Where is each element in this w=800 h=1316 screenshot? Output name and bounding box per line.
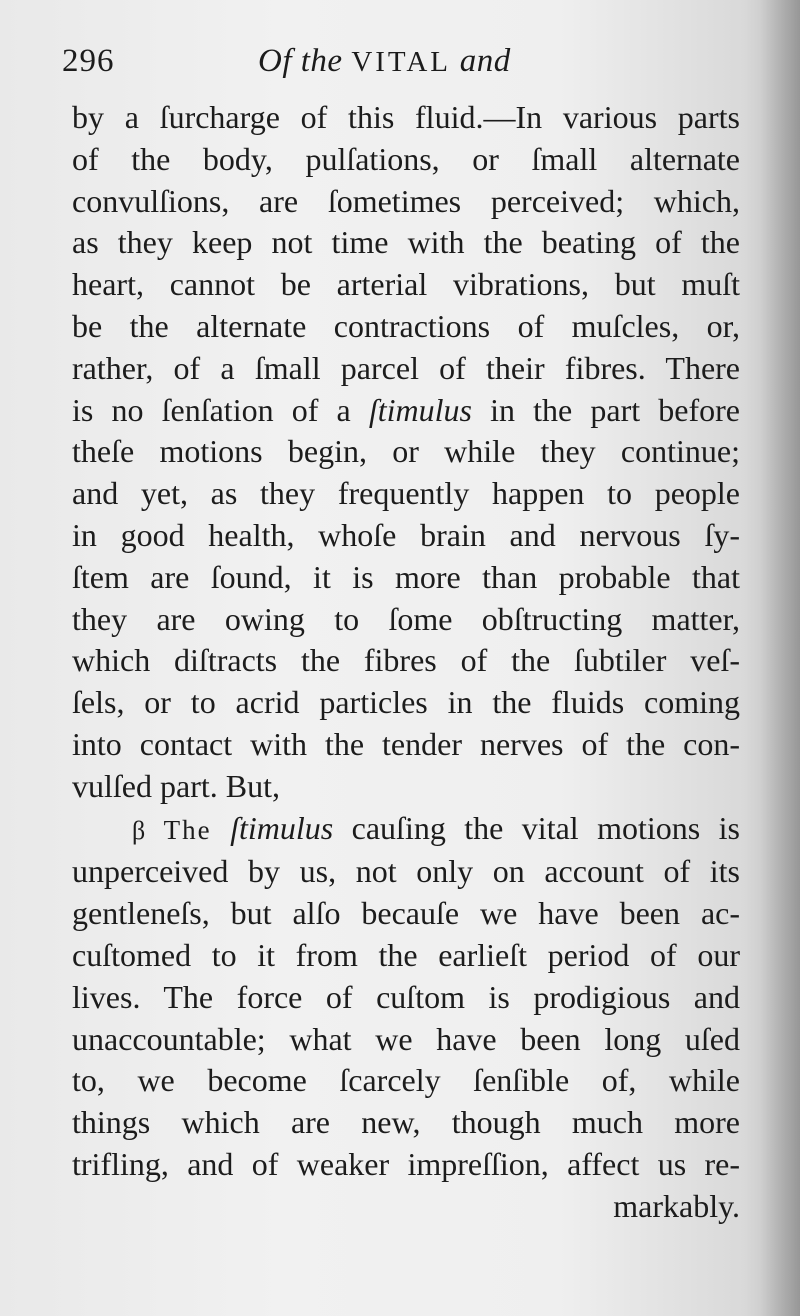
running-head-smallcaps: VITAL [351,46,451,78]
text-line: of the body, pulſations, or ſmall alternate [72,140,740,177]
text-run: in the part before [472,391,741,428]
text-line: heart, cannot be arterial vibrations, but muſt [72,266,740,303]
text-line: to, we become ſcarcely ſenſible of, while [72,1062,740,1099]
text-line: cuſtomed to it from the earlieſt period of our [72,936,740,973]
text-run: cauſing the vital motions is [333,809,741,846]
text-line: unaccountable; what we have been long uſed [72,1020,740,1057]
text-line: ſtem are ſound, it is more than probable that [72,558,740,595]
text-line: by a ſurcharge of this fluid.—In various parts [72,99,740,135]
text-line: theſe motions begin, or while they continue; [72,433,740,470]
text-line: in good health, whoſe brain and nervous ſy- [72,516,740,553]
text-run: is no ſenſation of a [72,391,369,428]
text-line: convulſions, are ſometimes perceived; which, [72,182,740,219]
italic-run: ſtimulus [368,391,472,428]
text-line: they are owing to ſome obſtructing matter, [72,600,740,637]
text-line: things which are new, though much more [72,1104,740,1141]
text-line: lives. The force of cuſtom is prodigious and [72,978,740,1015]
text-line: markably. [613,1187,740,1224]
text-line: rather, of a ſmall parcel of their fibres. There [72,349,740,386]
italic-run: ſtimulus [230,809,334,846]
page-number: 296 [62,43,115,79]
text-line-paragraph-start [72,808,740,852]
text-line: and yet, as they frequently happen to people [72,475,740,512]
page-header [62,38,742,88]
text-line [72,390,740,432]
body-text [72,97,740,1228]
text-line: trifling, and of weaker impreſſion, affect us re- [72,1145,740,1182]
text-line: unperceived by us, not only on account of its [72,853,740,890]
text-line: ſels, or to acrid particles in the fluids coming [72,684,740,721]
text-line: gentleneſs, but alſo becauſe we have been ac- [72,895,740,932]
smallcaps-run: The [163,814,212,845]
text-line: which diſtracts the fibres of the ſubtiler veſ- [72,642,740,679]
running-head-suffix: and [450,43,511,79]
section-mark: β [132,815,146,845]
text-line: as they keep not time with the beating of the [72,224,740,261]
page-edge-shadow [760,0,800,1316]
text-line: vulſed part. But, [72,767,280,804]
text-line: into contact with the tender nerves of the con- [72,725,740,762]
running-head [258,38,511,85]
text-line: be the alternate contractions of muſcles, or, [72,307,740,344]
running-head-prefix: Of the [258,43,352,79]
